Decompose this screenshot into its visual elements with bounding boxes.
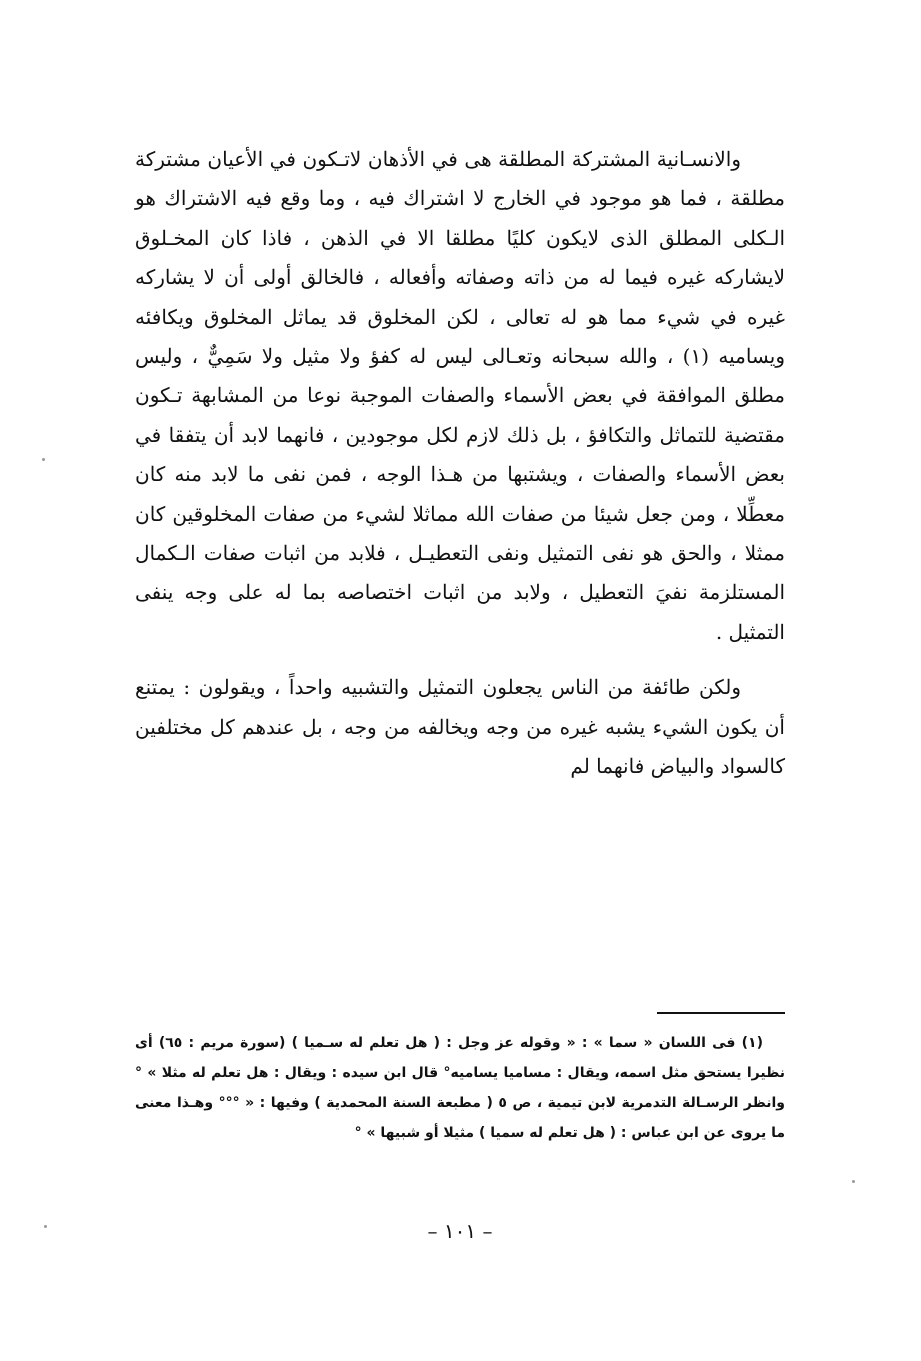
paragraph-2: ولكن طائفة من الناس يجعلون التمثيل والتشبيه واحداً ، ويقولون : يمتنع أن يكون الشيء يشبه غيره من وجه ويخالفه من وجه ، بل عندهم كل مختلفين كالسواد والبياض فانهما لم <box>135 675 785 779</box>
footnotes <box>135 1028 785 1148</box>
scan-speck <box>44 1225 47 1228</box>
scan-speck <box>42 458 45 461</box>
main-text <box>135 140 785 787</box>
footnote-1: (١) فى اللسان « سما » : « وقوله عز وجل : ( هل تعلم له سـميا ) (سورة مريم : ٦٥) أى نظيرا يستحق مثل اسمه، ويقال : مساميا يساميه° قال ابن سيده : ويقال : هل تعلم له مثلا » ° وانظر الرسـالة التدمرية لابن تيمية ، ص ٥ ( مطبعة السنة المحمدية ) وفيها : « °°° وهـذا معنى ما يروى عن ابن عباس : ( هل تعلم له سميا ) مثيلا أو شبيها » ° <box>135 1035 785 1141</box>
page-number: – ١٠١ – <box>427 1219 493 1243</box>
scan-speck <box>852 1180 855 1183</box>
footnote-separator <box>657 1012 785 1014</box>
paragraph-1: والانسـانية المشتركة المطلقة هى في الأذهان لاتـكون في الأعيان مشتركة مطلقة ، فما هو موجود في الخارج لا اشتراك فيه ، وما وقع فيه الاشتراك هو الـكلى المطلق الذى لايكون كليًا مطلقا الا في الذهن ، فاذا كان المخـلوق لايشاركه غيره فيما له من ذاته وصفاته وأفعاله ، فالخالق أولى أن لا يشاركه غيره في شيء مما هو له تعالى ، لكن المخلوق قد يماثل المخلوق ويكافئه ويساميه (١) ، والله سبحانه وتعـالى ليس له كفؤ ولا مثيل ولا سَمِيٌّ ، وليس مطلق الموافقة في بعض الأسماء والصفات الموجبة نوعا من المشابهة تـكون مقتضية للتماثل والتكافؤ ، بل ذلك لازم لكل موجودين ، فانهما لابد أن يتفقا في بعض الأسماء والصفات ، ويشتبها من هـذا الوجه ، فمن نفى ما لابد منه كان معطِّلا ، ومن جعل شيئا من صفات الله مماثلا لشيء من صفات المخلوقين كان ممثلا ، والحق هو نفى التمثيل ونفى التعطيـل ، فلابد من اثبات صفات الـكمال المستلزمة نفيَ التعطيل ، ولابد من اثبات اختصاصه بما له على وجه ينفى التمثيل . <box>135 147 785 644</box>
